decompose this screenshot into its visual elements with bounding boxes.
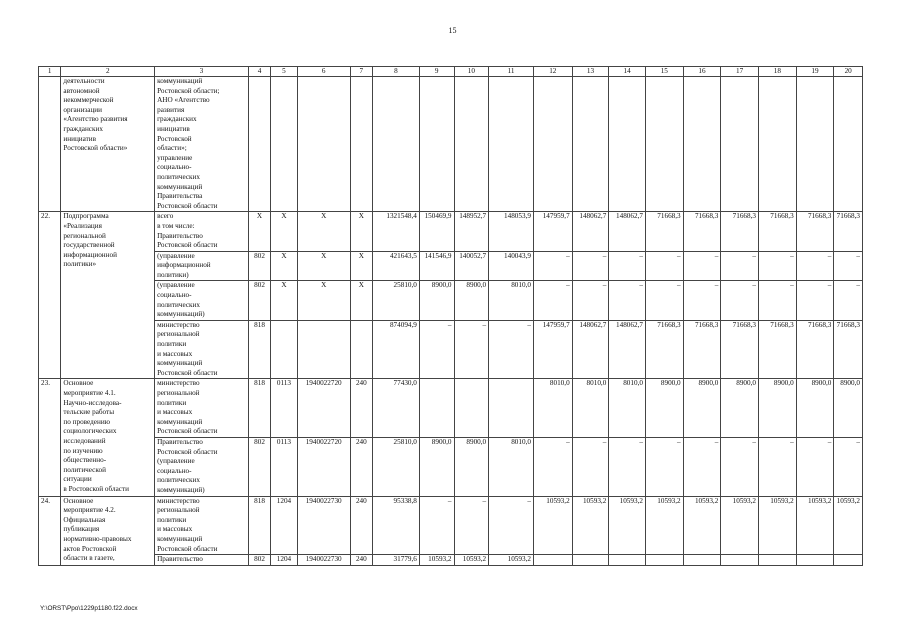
amount-cell: –	[533, 251, 572, 281]
amount-cell: –	[419, 320, 454, 379]
amount-cell: –	[645, 251, 683, 281]
amount-cell	[645, 77, 683, 212]
amount-cell: –	[572, 281, 609, 320]
code-cell: X	[297, 212, 350, 251]
executor-cell: министерство региональной политики и массовых коммуникаций Ростовской области	[155, 320, 249, 379]
amount-cell	[489, 379, 534, 438]
code-cell: X	[248, 212, 270, 251]
amount-cell: –	[533, 281, 572, 320]
amount-cell: 8010,0	[572, 379, 609, 438]
amount-cell: 10593,2	[533, 496, 572, 555]
amount-cell: 8010,0	[489, 281, 534, 320]
row-number: 22.	[39, 212, 61, 379]
executor-cell: (управление социально- политических коммуникаций)	[155, 281, 249, 320]
amount-cell: –	[419, 496, 454, 555]
amount-cell: –	[683, 251, 721, 281]
amount-cell: 71668,3	[721, 320, 759, 379]
amount-cell: –	[796, 437, 834, 496]
row-number: 23.	[39, 379, 61, 496]
amount-cell: –	[721, 281, 759, 320]
amount-cell: –	[645, 281, 683, 320]
column-header: 9	[419, 67, 454, 77]
amount-cell: 8900,0	[454, 437, 489, 496]
budget-table	[38, 66, 863, 566]
amount-cell: 1321548,4	[373, 212, 420, 251]
column-header: 13	[572, 67, 609, 77]
amount-cell	[796, 555, 834, 566]
amount-cell: –	[796, 251, 834, 281]
amount-cell: –	[834, 437, 863, 496]
amount-cell	[373, 77, 420, 212]
amount-cell: 71668,3	[645, 212, 683, 251]
column-header: 8	[373, 67, 420, 77]
amount-cell	[419, 77, 454, 212]
code-cell: 240	[350, 555, 372, 566]
amount-cell	[572, 555, 609, 566]
executor-cell: Правительство	[155, 555, 249, 566]
amount-cell: 31779,6	[373, 555, 420, 566]
code-cell: 240	[350, 496, 372, 555]
amount-cell: 148062,7	[572, 320, 609, 379]
amount-cell: 71668,3	[721, 212, 759, 251]
amount-cell: 25810,0	[373, 437, 420, 496]
amount-cell: 10593,2	[419, 555, 454, 566]
table-body	[39, 67, 863, 566]
code-cell	[271, 77, 297, 212]
amount-cell: –	[721, 251, 759, 281]
code-cell: 1940022720	[297, 437, 350, 496]
code-cell	[248, 77, 270, 212]
amount-cell	[609, 77, 646, 212]
table-row	[39, 437, 863, 496]
amount-cell: –	[758, 281, 796, 320]
executor-cell: министерство региональной политики и массовых коммуникаций Ростовской области	[155, 496, 249, 555]
code-cell: 802	[248, 437, 270, 496]
program-name: Основное мероприятие 4.1. Научно-исследова- тельские работы по проведению социологических исследований по изучению общественно- политической ситуации в Ростовской области	[61, 379, 155, 496]
amount-cell: 71668,3	[645, 320, 683, 379]
amount-cell: 71668,3	[683, 320, 721, 379]
amount-cell: –	[489, 496, 534, 555]
table-row	[39, 281, 863, 320]
column-header: 20	[834, 67, 863, 77]
row-number	[39, 77, 61, 212]
table-row	[39, 496, 863, 555]
amount-cell: 10593,2	[721, 496, 759, 555]
amount-cell: –	[758, 437, 796, 496]
executor-cell: всего в том числе: Правительство Ростовской области	[155, 212, 249, 251]
amount-cell: 421643,5	[373, 251, 420, 281]
amount-cell	[645, 555, 683, 566]
amount-cell: 8900,0	[683, 379, 721, 438]
amount-cell	[721, 555, 759, 566]
column-header: 16	[683, 67, 721, 77]
code-cell	[297, 77, 350, 212]
amount-cell	[419, 379, 454, 438]
code-cell	[350, 77, 372, 212]
column-header: 11	[489, 67, 534, 77]
amount-cell: –	[645, 437, 683, 496]
amount-cell: 148062,7	[572, 212, 609, 251]
table-row	[39, 251, 863, 281]
amount-cell: 10593,2	[758, 496, 796, 555]
code-cell	[271, 320, 297, 379]
amount-cell: 8900,0	[758, 379, 796, 438]
amount-cell: 147959,7	[533, 212, 572, 251]
amount-cell: 10593,2	[683, 496, 721, 555]
column-number-row	[39, 67, 863, 77]
table-row	[39, 555, 863, 566]
amount-cell: –	[489, 320, 534, 379]
column-header: 2	[61, 67, 155, 77]
amount-cell	[721, 77, 759, 212]
row-number: 24.	[39, 496, 61, 565]
amount-cell: –	[796, 281, 834, 320]
table-row	[39, 320, 863, 379]
column-header: 7	[350, 67, 372, 77]
code-cell: 1940022730	[297, 555, 350, 566]
amount-cell: 71668,3	[796, 320, 834, 379]
code-cell	[297, 320, 350, 379]
amount-cell: –	[609, 251, 646, 281]
amount-cell: 71668,3	[758, 320, 796, 379]
code-cell: 802	[248, 281, 270, 320]
amount-cell: 148053,9	[489, 212, 534, 251]
amount-cell: 8010,0	[533, 379, 572, 438]
amount-cell: 141546,9	[419, 251, 454, 281]
code-cell: X	[271, 281, 297, 320]
code-cell: 240	[350, 379, 372, 438]
amount-cell: –	[454, 496, 489, 555]
amount-cell: –	[721, 437, 759, 496]
amount-cell: 150469,9	[419, 212, 454, 251]
code-cell: X	[271, 212, 297, 251]
amount-cell: 10593,2	[489, 555, 534, 566]
code-cell: 818	[248, 496, 270, 555]
amount-cell: –	[758, 251, 796, 281]
amount-cell	[758, 555, 796, 566]
column-header: 3	[155, 67, 249, 77]
file-path-footer: Y:\ORST\Ppo\1229p1180.f22.docx	[40, 605, 138, 612]
amount-cell: –	[454, 320, 489, 379]
amount-cell: 140043,9	[489, 251, 534, 281]
column-header: 12	[533, 67, 572, 77]
table-row	[39, 212, 863, 251]
executor-cell: коммуникаций Ростовской области; АНО «Агентство развития гражданских инициатив Ростовской области»; управление социально- политических коммуникаций Правительства Ростовской области	[155, 77, 249, 212]
amount-cell: 71668,3	[683, 212, 721, 251]
amount-cell: 874094,9	[373, 320, 420, 379]
executor-cell: министерство региональной политики и массовых коммуникаций Ростовской области	[155, 379, 249, 438]
code-cell: 818	[248, 379, 270, 438]
amount-cell	[454, 379, 489, 438]
amount-cell: 95338,8	[373, 496, 420, 555]
column-header: 4	[248, 67, 270, 77]
code-cell: 818	[248, 320, 270, 379]
amount-cell	[489, 77, 534, 212]
program-name: деятельности автономной некоммерческой организации «Агентство развития гражданских инициатив Ростовской области»	[61, 77, 155, 212]
amount-cell: 140052,7	[454, 251, 489, 281]
amount-cell	[758, 77, 796, 212]
amount-cell: 71668,3	[834, 212, 863, 251]
program-name: Подпрограмма «Реализация региональной государственной информационной политики»	[61, 212, 155, 379]
amount-cell	[683, 77, 721, 212]
amount-cell	[454, 77, 489, 212]
executor-cell: Правительство Ростовской области (управление социально- политических коммуникаций)	[155, 437, 249, 496]
amount-cell: 148062,7	[609, 320, 646, 379]
amount-cell	[572, 77, 609, 212]
amount-cell: 10593,2	[645, 496, 683, 555]
code-cell: X	[350, 281, 372, 320]
amount-cell	[683, 555, 721, 566]
amount-cell	[834, 555, 863, 566]
code-cell: 1940022730	[297, 496, 350, 555]
amount-cell: 8900,0	[419, 281, 454, 320]
amount-cell: 10593,2	[796, 496, 834, 555]
column-header: 17	[721, 67, 759, 77]
code-cell: X	[297, 281, 350, 320]
amount-cell: 25810,0	[373, 281, 420, 320]
amount-cell: 148062,7	[609, 212, 646, 251]
code-cell: 0113	[271, 437, 297, 496]
code-cell: 1204	[271, 555, 297, 566]
amount-cell: 8900,0	[721, 379, 759, 438]
code-cell: 240	[350, 437, 372, 496]
amount-cell	[533, 555, 572, 566]
amount-cell: –	[834, 281, 863, 320]
amount-cell: 71668,3	[758, 212, 796, 251]
amount-cell: 8900,0	[834, 379, 863, 438]
code-cell	[350, 320, 372, 379]
column-header: 14	[609, 67, 646, 77]
table-row	[39, 77, 863, 212]
amount-cell: –	[609, 437, 646, 496]
executor-cell: (управление информационной политики)	[155, 251, 249, 281]
amount-cell: 10593,2	[609, 496, 646, 555]
table-row	[39, 379, 863, 438]
code-cell: X	[297, 251, 350, 281]
amount-cell: 8010,0	[609, 379, 646, 438]
amount-cell: –	[683, 437, 721, 496]
amount-cell: 8900,0	[645, 379, 683, 438]
amount-cell	[609, 555, 646, 566]
column-header: 1	[39, 67, 61, 77]
amount-cell	[834, 77, 863, 212]
amount-cell: 10593,2	[572, 496, 609, 555]
amount-cell: 147959,7	[533, 320, 572, 379]
amount-cell: 71668,3	[796, 212, 834, 251]
column-header: 6	[297, 67, 350, 77]
program-name: Основное мероприятие 4.2. Официальная публикация нормативно-правовых актов Ростовской области в газете,	[61, 496, 155, 565]
amount-cell: 148952,7	[454, 212, 489, 251]
amount-cell: 10593,2	[834, 496, 863, 555]
amount-cell: 8900,0	[419, 437, 454, 496]
column-header: 18	[758, 67, 796, 77]
amount-cell	[533, 77, 572, 212]
column-header: 10	[454, 67, 489, 77]
column-header: 15	[645, 67, 683, 77]
page-number: 15	[448, 26, 457, 35]
code-cell: X	[271, 251, 297, 281]
code-cell: 1940022720	[297, 379, 350, 438]
code-cell: X	[350, 212, 372, 251]
code-cell: X	[350, 251, 372, 281]
column-header: 19	[796, 67, 834, 77]
amount-cell: –	[609, 281, 646, 320]
code-cell: 0113	[271, 379, 297, 438]
amount-cell: 10593,2	[454, 555, 489, 566]
code-cell: 802	[248, 555, 270, 566]
amount-cell: –	[533, 437, 572, 496]
amount-cell: –	[683, 281, 721, 320]
amount-cell: 71668,3	[834, 320, 863, 379]
code-cell: 802	[248, 251, 270, 281]
column-header: 5	[271, 67, 297, 77]
amount-cell: 77430,0	[373, 379, 420, 438]
amount-cell: 8900,0	[796, 379, 834, 438]
amount-cell: 8900,0	[454, 281, 489, 320]
amount-cell	[796, 77, 834, 212]
code-cell: 1204	[271, 496, 297, 555]
amount-cell: 8010,0	[489, 437, 534, 496]
amount-cell: –	[572, 251, 609, 281]
amount-cell: –	[834, 251, 863, 281]
amount-cell: –	[572, 437, 609, 496]
